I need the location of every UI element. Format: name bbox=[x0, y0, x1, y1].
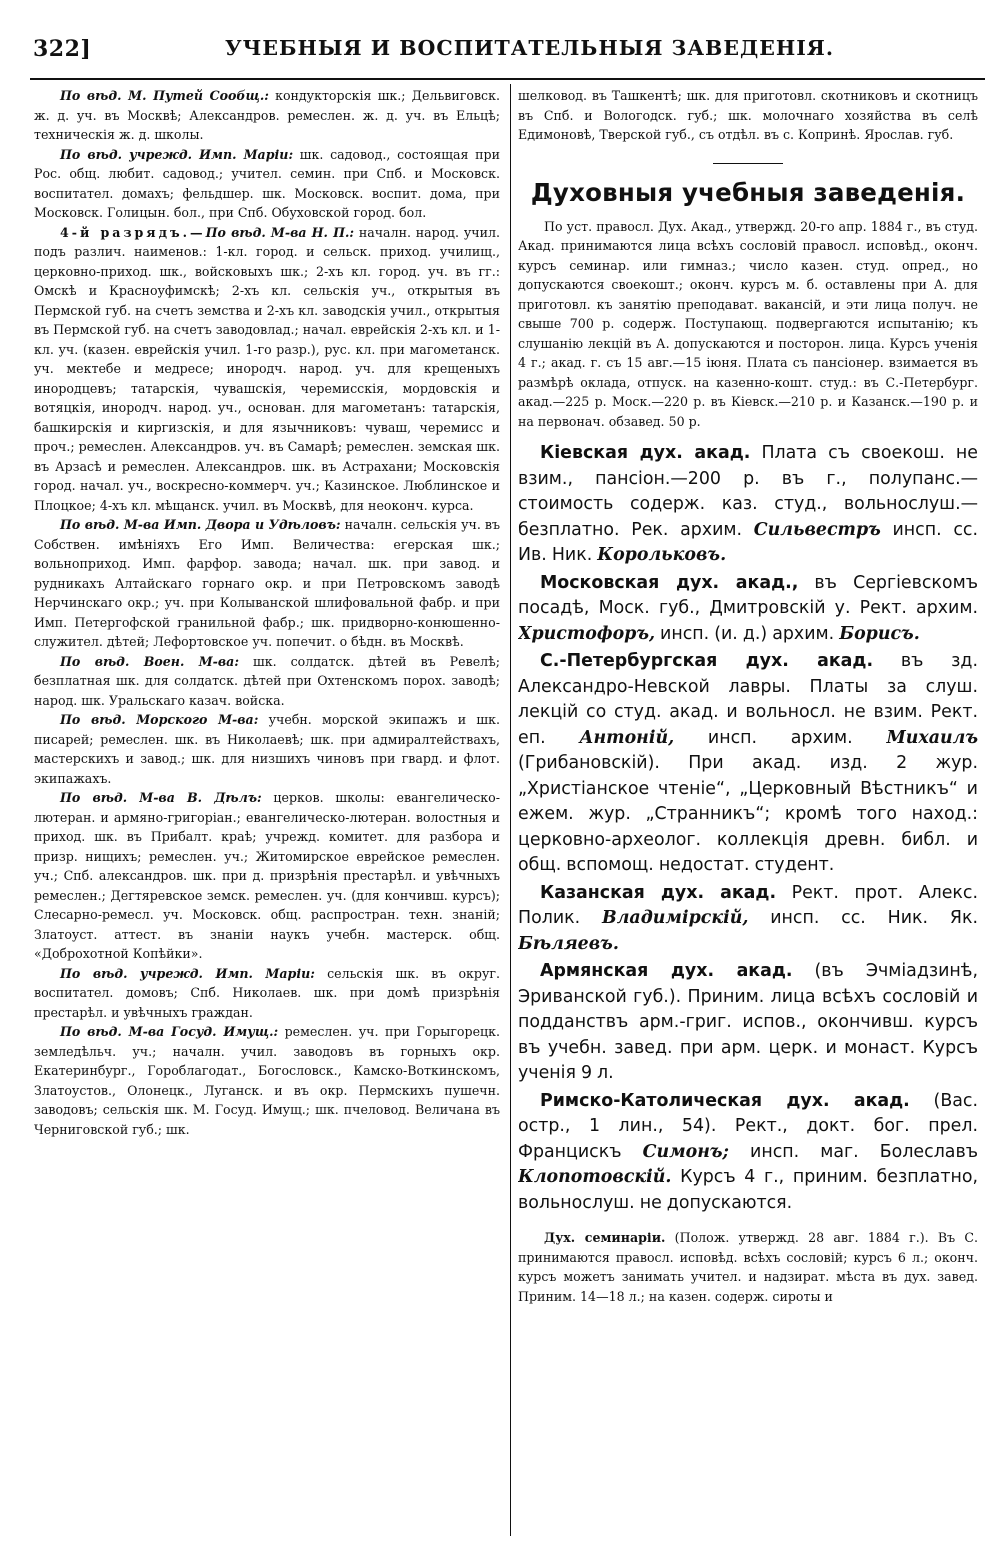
academy-entry bbox=[518, 959, 978, 1087]
person-name: Борисъ. bbox=[839, 623, 920, 644]
page-number: 322] bbox=[33, 36, 92, 62]
paragraph-empress-maria-2: По вѣд. учрежд. Имп. Маріи: сельскія шк. въ округ. воспитател. домовъ; Спб. Николаев. шк. при домѣ призрѣнія престарѣл. и увѣчныхъ граждан. bbox=[34, 965, 500, 1020]
academy-entry bbox=[518, 441, 978, 569]
person-name: Христофоръ, bbox=[518, 623, 656, 644]
academy-name: Кіевская дух. акад. bbox=[540, 443, 751, 463]
academy-text: Рект. прот. Алекс. Полик. bbox=[518, 882, 978, 928]
academies-list bbox=[518, 441, 978, 1216]
academy-text: инсп. сс. Ник. Як. bbox=[748, 908, 978, 928]
academy-text: въ Сергіевскомъ посадѣ, Моск. губ., Дмитровскій у. Рект. архим. bbox=[518, 572, 978, 618]
running-title: УЧЕБНЫЯ И ВОСПИТАТЕЛЬНЫЯ ЗАВЕДЕНІЯ. bbox=[225, 36, 834, 60]
paragraph-railways: По вѣд. М. Путей Сообщ.: кондукторскія шк.; Дельвиговск. ж. д. уч. въ Москвѣ; Александров. ремеслен. ж. д. уч. въ Ельцѣ; техническія ж. д. школы. bbox=[34, 88, 500, 142]
academy-text: въ зд. Александро-Невской лавры. Платы за слуш. лекцій со студ. акад. и вольносл. не взим. Рект. еп. bbox=[518, 651, 978, 748]
person-name: Владимірскій, bbox=[602, 908, 749, 928]
academy-text: инсп. (и. д.) архим. bbox=[655, 623, 840, 644]
running-header bbox=[30, 36, 985, 76]
person-name: Симонъ; bbox=[642, 1141, 729, 1162]
person-name: Корольковъ. bbox=[597, 545, 727, 565]
paragraph-state-property: По вѣд. М-ва Госуд. Имущ.: ремеслен. уч. при Горыгорецк. земледѣльч. уч.; началн. учил. заводовъ въ горныхъ окр. Екатеринбург., Гороблагодат., Богословск., Камско-Воткинскомъ, Златоустов., Олонецк., Луганск. и въ окр. Пермскихъ пушечн. заводовъ; сельскія шк. М. Госуд. Имущ.; шк. пчеловод. Величана въ Черниговской губ.; шк. bbox=[34, 1024, 500, 1137]
paragraph-military: По вѣд. Воен. М-ва: шк. солдатск. дѣтей въ Ревелѣ; безплатная шк. для солдатск. дѣтей при Охтенскомъ порох. заводѣ; народ. шк. Уральскаго казач. войска. bbox=[34, 653, 500, 708]
person-name: Бѣляевъ. bbox=[518, 933, 619, 954]
paragraph-internal-affairs: По вѣд. М-ва В. Дѣлъ: церков. школы: евангелическо-лютеран. и армяно-григоріан.; евангелическо-лютеран. волостныя и приход. шк. въ Прибалт. краѣ; учрежд. комитет. для разбора и призр. нищихъ; ремеслен. уч.; Житомирское еврейское ремеслен. уч.; Спб. александров. шк. при д. призрѣнія престарѣл. и увѣчныхъ ремеслен.; Дегтяревское земск. ремеслен. уч. (для кончивш. курсъ); Слесарно-ремесл. уч. Московск. общ. распростран. техн. знаній; Златоуст. аттест. въ знаніи наукъ учебн. мастерск. общ. «Доброхотной Копѣйки». bbox=[34, 790, 500, 961]
paragraph-academy-statute: По уст. правосл. Дух. Акад., утвержд. 20-го апр. 1884 г., въ студ. Акад. принимаются лица всѣхъ сословій правосл. исповѣд., оконч. курсъ семинар. или гимназ.; число казен. студ. опред., но допускаются своекошт.; оконч. курсъ м. б. оставлены при А. для приготовл. къ занятію преподават. вакансій, и эти лица получ. не свыше 700 р. содерж. Поступающ. подвергаются испытанію; къ слушанію лекцій въ А. допускаются и посторон. лица. Курсъ ученія 4 г.; акад. г. съ 15 авг.—15 іюня. Плата съ пансіонер. взимается въ размѣрѣ оклада, отпуск. на казенно-кошт. студ.: въ С.-Петербург. акад.—225 р. Моск.—220 р. въ Кіевск.—210 р. и Казанск.—190 р. и на первонач. обзавед. 50 р. bbox=[518, 218, 978, 429]
paragraph-naval: По вѣд. Морского М-ва: учебн. морской экипажъ и шк. писарей; ремеслен. шк. въ Николаевѣ; шк. при адмиралтействахъ, мастерскихъ и завод.; шк. для низшихъ чиновъ при гвард. и флот. экипажахъ. bbox=[34, 712, 500, 786]
paragraph-imperial-court: По вѣд. М-ва Имп. Двора и Удѣловъ: началн. сельскія уч. въ Собствен. имѣніяхъ Его Имп. Величества: егерская шк.; вольноприход. Имп. фарфор. завода; начал. шк. при завод. и рудникахъ Алтайскаго горнаго окр. и при Петровскомъ заводѣ Нерчинскаго окр.; уч. при Колыванской шлифовальной фабр. и при Имп. Петергофской гранильной фабр.; шк. придворно-конюшенно-служител. дѣтей; Лефортовское уч. попечит. о бѣдн. въ Москвѣ. bbox=[34, 517, 500, 649]
paragraph-seminaries: Дух. семинаріи. (Полож. утвержд. 28 авг. 1884 г.). Въ С. принимаются правосл. исповѣд. всѣхъ сословій; курсъ 6 л.; оконч. курсъ можетъ занимать учител. и надзират. мѣста въ дух. завед. Приним. 14—18 л.; на казен. содерж. сироты и bbox=[518, 1230, 978, 1304]
person-name: Михаилъ bbox=[886, 727, 978, 748]
academy-entry bbox=[518, 1089, 978, 1217]
academy-text: (Вас. остр., 1 лин., 54). Рект., докт. бог. прел. Францискъ bbox=[518, 1090, 978, 1162]
paragraph-empress-maria: По вѣд. учрежд. Имп. Маріи: шк. садовод., состоящая при Рос. общ. любит. садовод.; учител. семин. при Спб. и Московск. воспитател. домахъ; фельдшер. шк. Московск. воспит. дома, при Московск. Голицын. бол., при Спб. Обуховской город. бол. bbox=[34, 146, 500, 220]
paragraph-continuation: шелковод. въ Ташкентѣ; шк. для приготовл. скотниковъ и скотницъ въ Спб. и Вологодск. губ.; шк. молочнаго хозяйства въ селѣ Едимоновѣ, Тверской губ., съ отдѣл. въ с. Копринѣ. Ярослав. губ. bbox=[518, 88, 978, 142]
academy-name: С.-Петербургская дух. акад. bbox=[540, 651, 874, 671]
right-column bbox=[518, 86, 978, 1538]
header-rule bbox=[30, 78, 985, 80]
person-name: Сильвестръ bbox=[753, 519, 881, 540]
person-name: Клопотовскій. bbox=[518, 1167, 672, 1187]
academy-entry bbox=[518, 881, 978, 958]
academy-text: (Грибановскій). При акад. изд. 2 жур. „Христіанское чтеніе“, „Церковный Вѣстникъ“ и ежем. жур. „Странникъ“; кромѣ того наход.: церковно-археолог. коллекція древн. библ. и общ. вспомощ. недостат. студент. bbox=[518, 753, 978, 875]
academy-entry bbox=[518, 649, 978, 879]
academy-text: (въ Эчміадзинѣ, Эриванской губ.). Приним. лица всѣхъ сословій и подданствъ арм.-григ. испов., окончивш. курсъ въ учебн. завед. при арм. церк. и монаст. Курсъ ученія 9 л. bbox=[518, 961, 978, 1083]
academy-text: Курсъ 4 г., приним. безплатно, вольнослуш. не допускаются. bbox=[518, 1167, 978, 1213]
academy-name: Казанская дух. акад. bbox=[540, 882, 777, 903]
academy-name: Армянская дух. акад. bbox=[540, 961, 793, 981]
academy-entry bbox=[518, 571, 978, 648]
academy-name: Московская дух. акад., bbox=[540, 572, 799, 593]
academy-text: Плата съ своекош. не взим., пансіон.—200 р. въ г., полупанс.—стоимость содерж. каз. студ., вольнослуш.—безплатно. Рек. архим. bbox=[518, 443, 978, 540]
column-divider bbox=[510, 84, 511, 1536]
paragraph-4th-category: 4-й разрядъ.—По вѣд. М-ва Н. П.: началн. народ. учил. подъ различ. наименов.: 1-кл. город. и сельск. приход. училищ., церковно-приход. шк., войсковыхъ шк.; 2-хъ кл. город. уч. въ гг.: Омскѣ и Красноуфимскѣ; 2-хъ кл. сельскія уч., открытыя въ Пермской губ. на счетъ земства и 2-хъ кл. заводскія учил., открытыя въ Пермской губ. на счетъ заводовлад.; начал. еврейскія 2-хъ кл. и 1-кл. уч. (казен. еврейскія учил. 1-го разр.), рус. кл. при магометанск. уч. мектебе и медресе; инородч. народ. уч. для крещеныхъ инородцевъ; татарскія, чувашскія, черемисскія, мордовскія и вотяцкія, инородч. народ. уч., основан. для магометанъ: татарскія, башкирскія и киргизскія, и для язычниковъ: чуваш, черемисс и проч.; ремеслен. Александров. уч. въ Самарѣ; ремеслен. земская шк. въ Арзасѣ и ремеслен. Александров. шк. въ Астрахани; Московскія город. начал. уч., воскресно-коммерч. уч.; Казинское. Люблинское и Плоцкое; 4-хъ кл. мѣщанск. учил. въ Москвѣ, для неоконч. курса. bbox=[34, 224, 500, 513]
academy-name: Римско-Католическая дух. акад. bbox=[540, 1090, 910, 1111]
left-column bbox=[34, 86, 500, 1538]
person-name: Антоній, bbox=[579, 727, 675, 748]
section-rule bbox=[713, 163, 783, 164]
section-title: Духовныя учебныя заведенія. bbox=[530, 177, 966, 207]
academy-text: инсп. архим. bbox=[674, 727, 887, 748]
academy-text: инсп. маг. Болеславъ bbox=[728, 1141, 978, 1162]
academy-text: инсп. сс. Ив. Ник. bbox=[518, 519, 978, 565]
